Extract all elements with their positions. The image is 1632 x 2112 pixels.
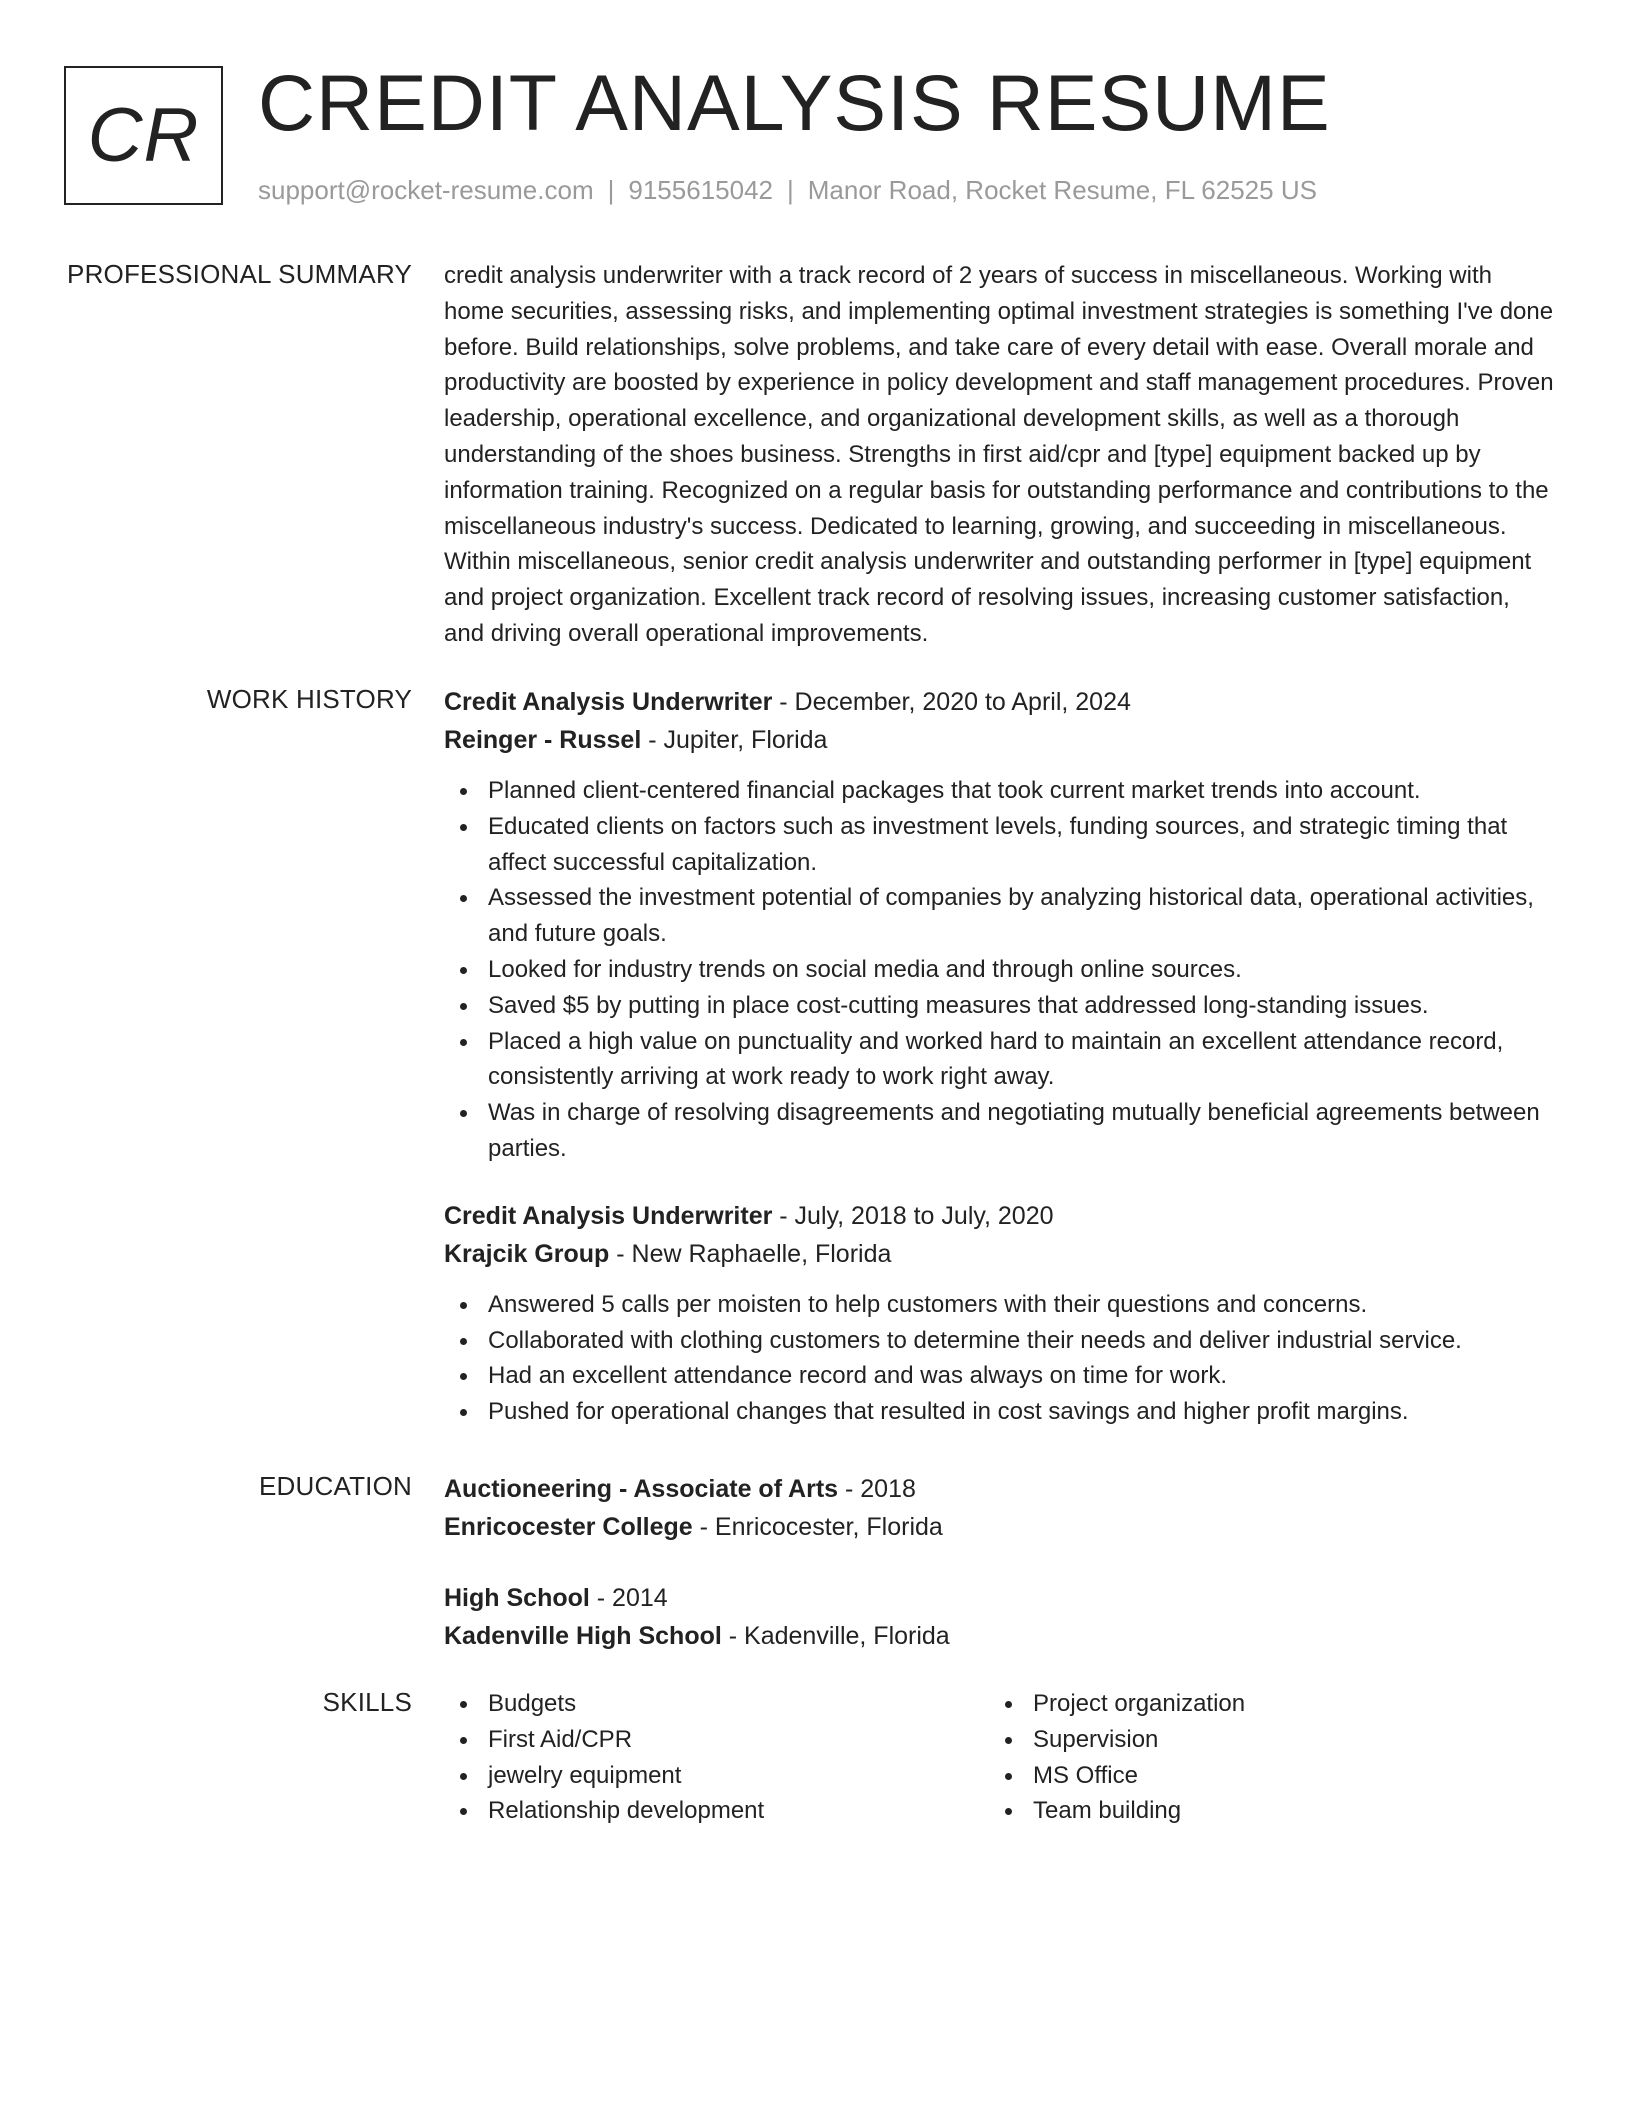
education-school-line <box>444 1508 1554 1546</box>
job-entry <box>444 683 1554 1167</box>
summary-text: credit analysis underwriter with a track record of 2 years of success in miscellaneous. Working with home securities, assessing risks, and implementing optimal investment strategies is something I've done before. Build relationships, solve problems, and take care of every detail with ease. Overall morale and productivity are boosted by experience in policy development and staff management procedures. Proven leadership, operational excellence, and organizational development skills, as well as a thorough understanding of the shoes business. Strengths in first aid/cpr and [type] equipment backed up by information training. Recognized on a regular basis for outstanding performance and contributions to the miscellaneous industry's success. Dedicated to learning, growing, and succeeding in miscellaneous. Within miscellaneous, senior credit analysis underwriter and outstanding performer in [type] equipment and project organization. Excellent track record of resolving issues, increasing customer satisfaction, and driving overall operational improvements. <box>444 262 1554 647</box>
contact-address: Manor Road, Rocket Resume, FL 62525 US <box>807 175 1317 205</box>
education-school: Enricocester College <box>444 1513 693 1541</box>
list-item: Assessed the investment potential of companies by analyzing historical data, operational activities, and future goals. <box>444 880 1554 952</box>
list-item: Collaborated with clothing customers to determine their needs and deliver industrial service. <box>444 1323 1554 1359</box>
skill-item: Relationship development <box>444 1793 989 1829</box>
list-item: Looked for industry trends on social media and through online sources. <box>444 952 1554 988</box>
education-location: - Enricocester, Florida <box>692 1513 943 1541</box>
job-company-line <box>444 721 1554 759</box>
education-location: - Kadenville, Florida <box>721 1622 950 1650</box>
job-title: Credit Analysis Underwriter <box>444 688 773 716</box>
list-item: Planned client-centered financial packages that took current market trends into account. <box>444 773 1554 809</box>
job-bullets <box>444 1287 1554 1430</box>
job-entry <box>444 1197 1554 1430</box>
job-title-line <box>444 683 1554 721</box>
list-item: Placed a high value on punctuality and worked hard to maintain an excellent attendance record, consistently arriving at work ready to work right away. <box>444 1024 1554 1096</box>
skill-item: MS Office <box>989 1758 1534 1794</box>
education-degree: High School <box>444 1584 590 1612</box>
section-label-work-history: WORK HISTORY <box>206 684 412 714</box>
skills-grid <box>444 1686 1554 1829</box>
job-location: - New Raphaelle, Florida <box>609 1239 892 1268</box>
job-bullets <box>444 773 1554 1167</box>
skill-item: First Aid/CPR <box>444 1722 989 1758</box>
contact-separator: | <box>787 175 794 205</box>
contact-separator: | <box>607 175 615 205</box>
skill-item: jewelry equipment <box>444 1758 989 1794</box>
job-company-line <box>444 1235 1554 1273</box>
education-school: Kadenville High School <box>444 1622 722 1650</box>
contact-line <box>258 174 1317 206</box>
job-dates: - July, 2018 to July, 2020 <box>772 1201 1054 1230</box>
skill-item: Project organization <box>989 1686 1534 1722</box>
skill-item: Budgets <box>444 1686 989 1722</box>
skills-list <box>989 1686 1534 1829</box>
skills-column-right <box>989 1686 1534 1829</box>
education-entry <box>444 1470 1554 1546</box>
resume-title: CREDIT ANALYSIS RESUME <box>258 58 1331 147</box>
skill-item: Supervision <box>989 1722 1534 1758</box>
education-degree-line <box>444 1470 1554 1508</box>
skills-column-left <box>444 1686 989 1829</box>
job-dates: - December, 2020 to April, 2024 <box>772 688 1131 716</box>
monogram-box <box>64 66 223 205</box>
contact-email: support@rocket-resume.com <box>258 175 594 205</box>
skills-list <box>444 1686 989 1829</box>
list-item: Answered 5 calls per moisten to help customers with their questions and concerns. <box>444 1287 1554 1323</box>
education-year: - 2014 <box>589 1584 668 1612</box>
section-label-skills: SKILLS <box>322 1687 412 1717</box>
monogram-initials: CR <box>87 92 200 178</box>
education-school-line <box>444 1617 1554 1655</box>
job-title-line <box>444 1197 1554 1235</box>
job-location: - Jupiter, Florida <box>641 726 828 754</box>
skill-item: Team building <box>989 1793 1534 1829</box>
education-entry <box>444 1579 1554 1655</box>
list-item: Was in charge of resolving disagreements and negotiating mutually beneficial agreements between parties. <box>444 1095 1554 1167</box>
job-company: Reinger - Russel <box>444 726 642 754</box>
list-item: Saved $5 by putting in place cost-cutting measures that addressed long-standing issues. <box>444 988 1554 1024</box>
section-label-education: EDUCATION <box>259 1471 412 1501</box>
contact-phone: 9155615042 <box>628 175 773 205</box>
job-title: Credit Analysis Underwriter <box>444 1201 773 1230</box>
education-degree-line <box>444 1579 1554 1617</box>
list-item: Pushed for operational changes that resulted in cost savings and higher profit margins. <box>444 1394 1554 1430</box>
section-label-summary: PROFESSIONAL SUMMARY <box>67 259 412 289</box>
job-company: Krajcik Group <box>444 1239 610 1268</box>
education-year: - 2018 <box>838 1475 916 1503</box>
list-item: Had an excellent attendance record and was always on time for work. <box>444 1358 1554 1394</box>
education-degree: Auctioneering - Associate of Arts <box>444 1475 839 1503</box>
list-item: Educated clients on factors such as investment levels, funding sources, and strategic timing that affect successful capitalization. <box>444 809 1554 881</box>
